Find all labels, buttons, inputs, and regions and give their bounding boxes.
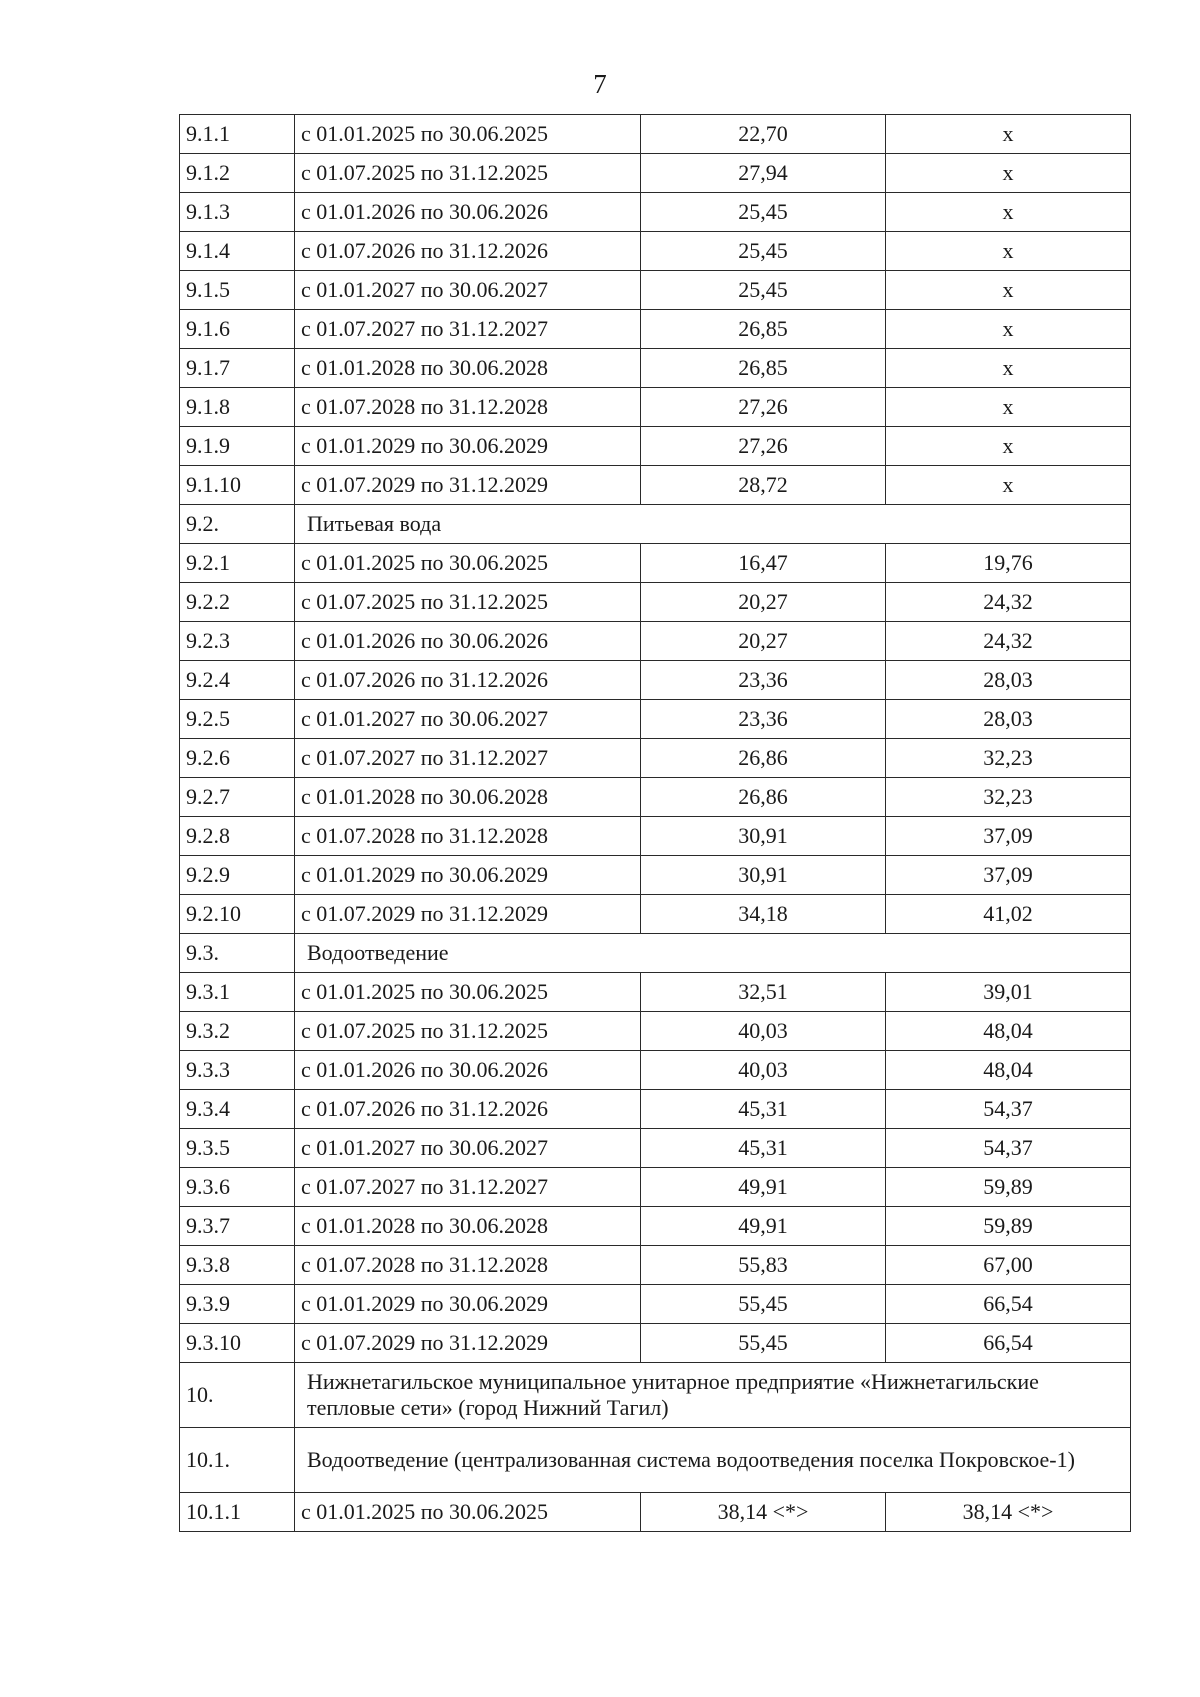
row-number: 9.1.2 xyxy=(180,154,295,193)
row-period: с 01.01.2029 по 30.06.2029 xyxy=(295,427,641,466)
row-number: 10.1. xyxy=(180,1428,295,1493)
section-title: Нижнетагильское муниципальное унитарное предприятие «Нижнетагильские тепловые сети» (город Нижний Тагил) xyxy=(295,1363,1131,1428)
row-number: 9.2.6 xyxy=(180,739,295,778)
row-value-2: 39,01 xyxy=(886,973,1131,1012)
row-value-2: 37,09 xyxy=(886,817,1131,856)
section-title: Водоотведение (централизованная система водоотведения поселка Покровское-1) xyxy=(295,1428,1131,1493)
row-period: с 01.01.2026 по 30.06.2026 xyxy=(295,1051,641,1090)
table-row xyxy=(180,388,1131,427)
table-row xyxy=(180,1090,1131,1129)
tariff-table xyxy=(179,114,1131,1532)
row-value-1: 55,45 xyxy=(641,1324,886,1363)
row-value-2: х xyxy=(886,349,1131,388)
row-value-2: х xyxy=(886,310,1131,349)
table-row xyxy=(180,1012,1131,1051)
row-period: с 01.01.2028 по 30.06.2028 xyxy=(295,778,641,817)
section-title: Питьевая вода xyxy=(295,505,1131,544)
row-value-1: 26,85 xyxy=(641,310,886,349)
table-row xyxy=(180,544,1131,583)
row-value-2: 66,54 xyxy=(886,1285,1131,1324)
row-value-2: х xyxy=(886,115,1131,154)
row-value-2: 38,14 <*> xyxy=(886,1493,1131,1532)
table-section-row xyxy=(180,1363,1131,1428)
row-value-1: 34,18 xyxy=(641,895,886,934)
row-value-2: 28,03 xyxy=(886,700,1131,739)
row-value-2: 32,23 xyxy=(886,778,1131,817)
row-number: 9.1.6 xyxy=(180,310,295,349)
row-number: 9.3.6 xyxy=(180,1168,295,1207)
row-value-1: 45,31 xyxy=(641,1090,886,1129)
row-value-1: 28,72 xyxy=(641,466,886,505)
row-value-2: х xyxy=(886,193,1131,232)
row-value-2: 66,54 xyxy=(886,1324,1131,1363)
row-value-2: 24,32 xyxy=(886,622,1131,661)
row-period: с 01.01.2027 по 30.06.2027 xyxy=(295,271,641,310)
row-value-1: 27,26 xyxy=(641,427,886,466)
row-value-2: 59,89 xyxy=(886,1168,1131,1207)
row-number: 9.3.5 xyxy=(180,1129,295,1168)
row-value-1: 20,27 xyxy=(641,622,886,661)
row-number: 9.2. xyxy=(180,505,295,544)
row-number: 9.3.8 xyxy=(180,1246,295,1285)
table-row xyxy=(180,661,1131,700)
row-period: с 01.01.2027 по 30.06.2027 xyxy=(295,700,641,739)
row-period: с 01.07.2029 по 31.12.2029 xyxy=(295,895,641,934)
table-row xyxy=(180,1168,1131,1207)
row-period: с 01.07.2028 по 31.12.2028 xyxy=(295,1246,641,1285)
row-value-1: 40,03 xyxy=(641,1012,886,1051)
row-value-1: 49,91 xyxy=(641,1207,886,1246)
table-row xyxy=(180,856,1131,895)
row-number: 10. xyxy=(180,1363,295,1428)
row-period: с 01.01.2028 по 30.06.2028 xyxy=(295,1207,641,1246)
row-value-2: х xyxy=(886,427,1131,466)
row-number: 9.3.1 xyxy=(180,973,295,1012)
table-section-row xyxy=(180,934,1131,973)
table-row xyxy=(180,1324,1131,1363)
row-value-1: 26,86 xyxy=(641,778,886,817)
row-value-2: 54,37 xyxy=(886,1129,1131,1168)
row-period: с 01.07.2027 по 31.12.2027 xyxy=(295,739,641,778)
row-period: с 01.07.2029 по 31.12.2029 xyxy=(295,466,641,505)
row-value-2: х xyxy=(886,232,1131,271)
row-value-1: 30,91 xyxy=(641,856,886,895)
row-number: 9.2.9 xyxy=(180,856,295,895)
row-number: 9.1.1 xyxy=(180,115,295,154)
row-value-1: 49,91 xyxy=(641,1168,886,1207)
table-row xyxy=(180,1493,1131,1532)
row-period: с 01.07.2028 по 31.12.2028 xyxy=(295,388,641,427)
row-number: 9.3.4 xyxy=(180,1090,295,1129)
table-row xyxy=(180,1129,1131,1168)
table-row xyxy=(180,739,1131,778)
table-row xyxy=(180,115,1131,154)
row-period: с 01.07.2026 по 31.12.2026 xyxy=(295,232,641,271)
row-period: с 01.07.2025 по 31.12.2025 xyxy=(295,1012,641,1051)
row-value-1: 16,47 xyxy=(641,544,886,583)
row-value-2: 54,37 xyxy=(886,1090,1131,1129)
row-value-1: 27,26 xyxy=(641,388,886,427)
table-row xyxy=(180,622,1131,661)
row-period: с 01.01.2027 по 30.06.2027 xyxy=(295,1129,641,1168)
section-title: Водоотведение xyxy=(295,934,1131,973)
table-row xyxy=(180,583,1131,622)
row-number: 9.3.2 xyxy=(180,1012,295,1051)
row-period: с 01.01.2029 по 30.06.2029 xyxy=(295,1285,641,1324)
row-value-1: 25,45 xyxy=(641,193,886,232)
row-value-1: 26,85 xyxy=(641,349,886,388)
row-value-2: 48,04 xyxy=(886,1051,1131,1090)
row-number: 9.2.2 xyxy=(180,583,295,622)
row-value-1: 25,45 xyxy=(641,271,886,310)
row-value-1: 38,14 <*> xyxy=(641,1493,886,1532)
row-number: 9.3.3 xyxy=(180,1051,295,1090)
row-number: 9.2.1 xyxy=(180,544,295,583)
row-value-1: 32,51 xyxy=(641,973,886,1012)
row-value-2: 19,76 xyxy=(886,544,1131,583)
row-value-1: 22,70 xyxy=(641,115,886,154)
row-number: 9.2.4 xyxy=(180,661,295,700)
table-row xyxy=(180,1051,1131,1090)
row-period: с 01.07.2025 по 31.12.2025 xyxy=(295,154,641,193)
row-value-2: 37,09 xyxy=(886,856,1131,895)
table-row xyxy=(180,817,1131,856)
row-number: 9.2.5 xyxy=(180,700,295,739)
row-period: с 01.01.2025 по 30.06.2025 xyxy=(295,1493,641,1532)
table-row xyxy=(180,1207,1131,1246)
row-number: 9.2.7 xyxy=(180,778,295,817)
row-value-2: 41,02 xyxy=(886,895,1131,934)
row-period: с 01.01.2026 по 30.06.2026 xyxy=(295,193,641,232)
row-value-1: 55,83 xyxy=(641,1246,886,1285)
row-value-1: 23,36 xyxy=(641,700,886,739)
row-number: 10.1.1 xyxy=(180,1493,295,1532)
table-row xyxy=(180,1246,1131,1285)
row-value-2: х xyxy=(886,271,1131,310)
row-number: 9.1.9 xyxy=(180,427,295,466)
page-number: 7 xyxy=(593,69,607,99)
row-period: с 01.07.2026 по 31.12.2026 xyxy=(295,661,641,700)
tariff-table-body xyxy=(180,115,1131,1532)
row-number: 9.2.8 xyxy=(180,817,295,856)
row-number: 9.1.5 xyxy=(180,271,295,310)
row-number: 9.2.10 xyxy=(180,895,295,934)
row-value-2: 28,03 xyxy=(886,661,1131,700)
table-row xyxy=(180,349,1131,388)
row-period: с 01.01.2029 по 30.06.2029 xyxy=(295,856,641,895)
row-period: с 01.01.2025 по 30.06.2025 xyxy=(295,115,641,154)
row-value-1: 55,45 xyxy=(641,1285,886,1324)
row-period: с 01.07.2027 по 31.12.2027 xyxy=(295,1168,641,1207)
row-value-1: 25,45 xyxy=(641,232,886,271)
row-period: с 01.07.2027 по 31.12.2027 xyxy=(295,310,641,349)
row-value-2: х xyxy=(886,154,1131,193)
row-period: с 01.01.2026 по 30.06.2026 xyxy=(295,622,641,661)
row-number: 9.1.8 xyxy=(180,388,295,427)
row-value-1: 27,94 xyxy=(641,154,886,193)
row-value-2: 24,32 xyxy=(886,583,1131,622)
row-value-2: х xyxy=(886,466,1131,505)
row-number: 9.2.3 xyxy=(180,622,295,661)
row-value-1: 45,31 xyxy=(641,1129,886,1168)
table-row xyxy=(180,193,1131,232)
row-number: 9.3. xyxy=(180,934,295,973)
row-value-1: 20,27 xyxy=(641,583,886,622)
row-period: с 01.01.2025 по 30.06.2025 xyxy=(295,544,641,583)
row-value-1: 40,03 xyxy=(641,1051,886,1090)
row-number: 9.3.7 xyxy=(180,1207,295,1246)
row-value-1: 30,91 xyxy=(641,817,886,856)
row-number: 9.1.3 xyxy=(180,193,295,232)
table-row xyxy=(180,466,1131,505)
row-value-2: 32,23 xyxy=(886,739,1131,778)
table-row xyxy=(180,427,1131,466)
row-value-2: 67,00 xyxy=(886,1246,1131,1285)
row-number: 9.3.9 xyxy=(180,1285,295,1324)
row-value-2: х xyxy=(886,388,1131,427)
row-number: 9.3.10 xyxy=(180,1324,295,1363)
row-number: 9.1.4 xyxy=(180,232,295,271)
table-row xyxy=(180,154,1131,193)
table-row xyxy=(180,271,1131,310)
row-number: 9.1.10 xyxy=(180,466,295,505)
table-section-row xyxy=(180,1428,1131,1493)
table-section-row xyxy=(180,505,1131,544)
row-value-2: 48,04 xyxy=(886,1012,1131,1051)
row-period: с 01.07.2029 по 31.12.2029 xyxy=(295,1324,641,1363)
row-period: с 01.07.2028 по 31.12.2028 xyxy=(295,817,641,856)
table-row xyxy=(180,232,1131,271)
row-value-1: 23,36 xyxy=(641,661,886,700)
table-row xyxy=(180,1285,1131,1324)
table-row xyxy=(180,700,1131,739)
row-period: с 01.01.2028 по 30.06.2028 xyxy=(295,349,641,388)
table-row xyxy=(180,895,1131,934)
row-value-2: 59,89 xyxy=(886,1207,1131,1246)
row-period: с 01.01.2025 по 30.06.2025 xyxy=(295,973,641,1012)
row-number: 9.1.7 xyxy=(180,349,295,388)
row-period: с 01.07.2025 по 31.12.2025 xyxy=(295,583,641,622)
row-value-1: 26,86 xyxy=(641,739,886,778)
table-row xyxy=(180,973,1131,1012)
table-row xyxy=(180,778,1131,817)
row-period: с 01.07.2026 по 31.12.2026 xyxy=(295,1090,641,1129)
table-row xyxy=(180,310,1131,349)
